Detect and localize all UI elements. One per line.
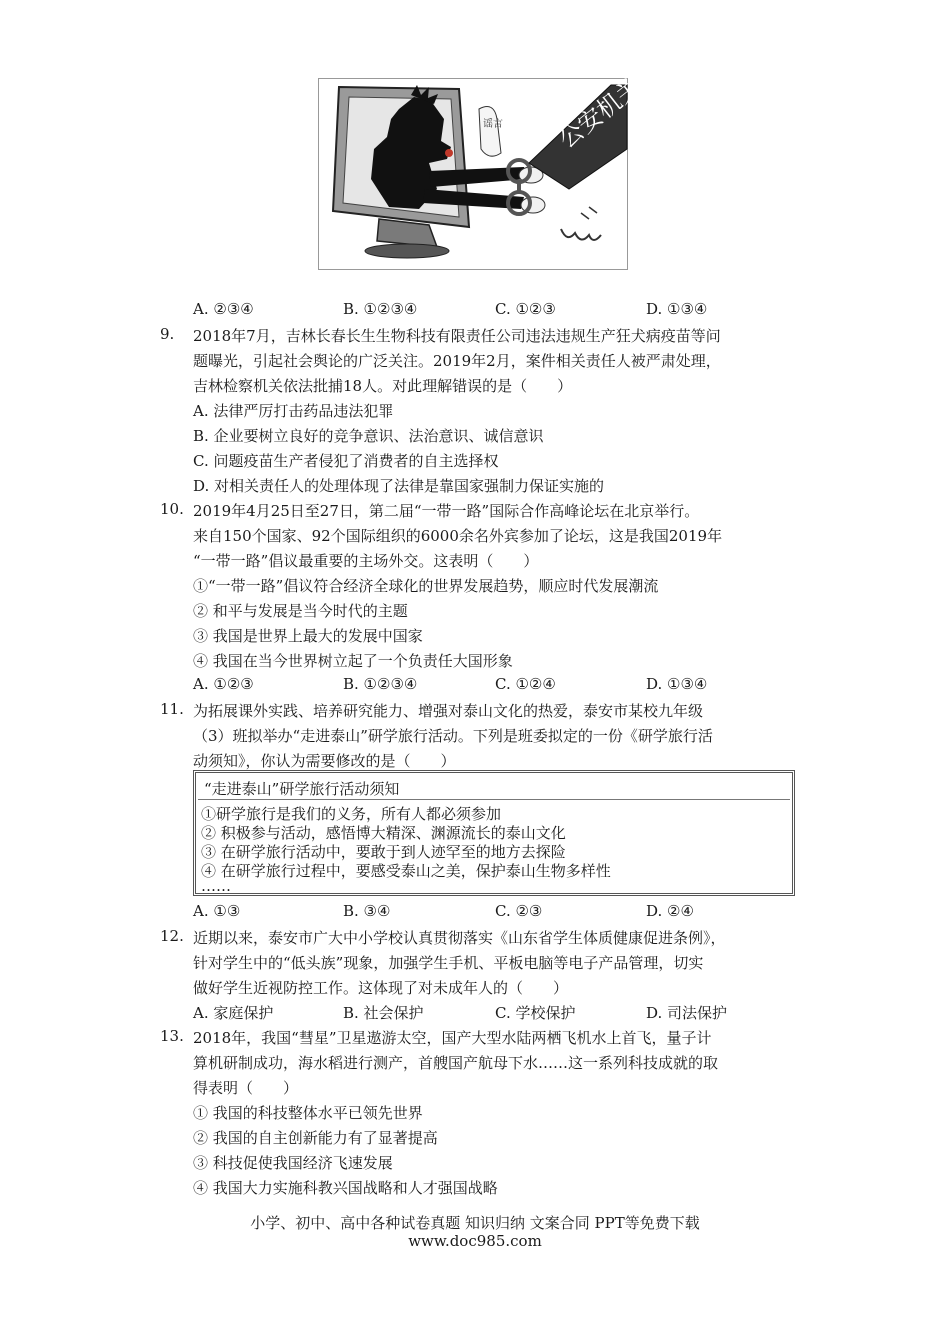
q13-statement-2: ② 我国的自主创新能力有了显著提高 bbox=[193, 1129, 438, 1147]
q10-stem-line-2: 来自150个国家、92个国际组织的6000余名外宾参加了论坛，这是我国2019年 bbox=[193, 527, 723, 545]
q13-number: 13. bbox=[160, 1027, 184, 1045]
q10-option-a: A. ①②③ bbox=[193, 675, 254, 693]
q10-options bbox=[193, 675, 813, 697]
q8-option-d: D. ①③④ bbox=[646, 300, 708, 318]
q13-stem-line-3: 得表明（ ） bbox=[193, 1079, 299, 1097]
notice-item-3: ③ 在研学旅行活动中，要敢于到人迹罕至的地方去探险 bbox=[201, 843, 566, 861]
rumor-note-text: 谣言 bbox=[483, 119, 503, 130]
q8-option-c: C. ①②③ bbox=[495, 300, 556, 318]
q12-options bbox=[193, 1002, 813, 1024]
q10-number: 10. bbox=[160, 500, 184, 518]
police-sign-text: 公安机关 bbox=[553, 72, 647, 154]
q13-stem-line-1: 2018年，我国“彗星”卫星遨游太空，国产大型水陆两栖飞机水上首飞，量子计 bbox=[193, 1029, 712, 1047]
q10-statement-4: ④ 我国在当今世界树立起了一个负责任大国形象 bbox=[193, 652, 513, 670]
q9-stem-line-1: 2018年7月，吉林长春长生生物科技有限责任公司违法违规生产狂犬病疫苗等问 bbox=[193, 327, 721, 345]
q13-statement-1: ① 我国的科技整体水平已领先世界 bbox=[193, 1104, 423, 1122]
footer-promo-text: 小学、初中、高中各种试卷真题 知识归纳 文案合同 PPT等免费下载 bbox=[250, 1214, 700, 1232]
notice-item-4: ④ 在研学旅行过程中，要感受泰山之美，保护泰山生物多样性 bbox=[201, 862, 611, 880]
q11-stem-line-2: （3）班拟举办“走进泰山”研学旅行活动。下列是班委拟定的一份《研学旅行活 bbox=[193, 727, 713, 745]
q12-option-d: D. 司法保护 bbox=[646, 1004, 728, 1022]
q13-stem-line-2: 算机研制成功，海水稻进行测产，首艘国产航母下水……这一系列科技成就的取 bbox=[193, 1054, 719, 1072]
q12-stem-line-3: 做好学生近视防控工作。这体现了对未成年人的（ ） bbox=[193, 979, 569, 997]
q12-stem-line-1: 近期以来，泰安市广大中小学校认真贯彻落实《山东省学生体质健康促进条例》， bbox=[193, 929, 726, 947]
cartoon-drawing bbox=[319, 72, 647, 269]
q11-options bbox=[193, 902, 813, 924]
q9-stem-line-3: 吉林检察机关依法批捕18人。对此理解错误的是（ ） bbox=[193, 377, 573, 395]
q12-option-c: C. 学校保护 bbox=[495, 1004, 576, 1022]
notice-divider bbox=[198, 799, 790, 800]
notice-item-ellipsis: …… bbox=[201, 877, 231, 895]
q13-statement-3: ③ 科技促使我国经济飞速发展 bbox=[193, 1154, 393, 1172]
q9-option-b: B. 企业要树立良好的竞争意识、法治意识、诚信意识 bbox=[193, 427, 544, 445]
q10-statement-1: ①“一带一路”倡议符合经济全球化的世界发展趋势，顺应时代发展潮流 bbox=[193, 577, 659, 595]
notice-item-1: ①研学旅行是我们的义务，所有人都必须参加 bbox=[201, 805, 502, 823]
q11-stem-line-3: 动须知》，你认为需要修改的是（ ） bbox=[193, 752, 456, 770]
q8-option-a: A. ②③④ bbox=[193, 300, 254, 318]
q9-option-d: D. 对相关责任人的处理体现了法律是靠国家强制力保证实施的 bbox=[193, 477, 605, 495]
q10-stem-line-1: 2019年4月25日至27日，第二届“一带一路”国际合作高峰论坛在北京举行。 bbox=[193, 502, 700, 520]
q10-option-b: B. ①②③④ bbox=[343, 675, 418, 693]
q10-statement-2: ② 和平与发展是当今时代的主题 bbox=[193, 602, 408, 620]
q11-number: 11. bbox=[160, 700, 184, 718]
q11-option-b: B. ③④ bbox=[343, 902, 391, 920]
q11-option-a: A. ①③ bbox=[193, 902, 241, 920]
q10-stem-line-3: “一带一路”倡议最重要的主场外交。这表明（ ） bbox=[193, 552, 539, 570]
cartoon-illustration bbox=[318, 72, 647, 270]
q10-option-c: C. ①②④ bbox=[495, 675, 556, 693]
q12-option-a: A. 家庭保护 bbox=[193, 1004, 274, 1022]
q10-option-d: D. ①③④ bbox=[646, 675, 708, 693]
footer-website-link[interactable]: www.doc985.com bbox=[408, 1232, 542, 1250]
q10-statement-3: ③ 我国是世界上最大的发展中国家 bbox=[193, 627, 423, 645]
q9-number: 9. bbox=[160, 325, 175, 343]
q12-number: 12. bbox=[160, 927, 184, 945]
q11-option-c: C. ②③ bbox=[495, 902, 543, 920]
q11-option-d: D. ②④ bbox=[646, 902, 694, 920]
q8-options bbox=[193, 300, 813, 322]
notice-title: “走进泰山”研学旅行活动须知 bbox=[204, 780, 400, 798]
q8-option-b: B. ①②③④ bbox=[343, 300, 418, 318]
q12-option-b: B. 社会保护 bbox=[343, 1004, 424, 1022]
q9-option-c: C. 问题疫苗生产者侵犯了消费者的自主选择权 bbox=[193, 452, 499, 470]
q13-statement-4: ④ 我国大力实施科教兴国战略和人才强国战略 bbox=[193, 1179, 498, 1197]
q11-stem-line-1: 为拓展课外实践、培养研究能力、增强对泰山文化的热爱，泰安市某校九年级 bbox=[193, 702, 704, 720]
q9-option-a: A. 法律严厉打击药品违法犯罪 bbox=[193, 402, 394, 420]
q9-stem-line-2: 题曝光，引起社会舆论的广泛关注。2019年2月，案件相关责任人被严肃处理， bbox=[193, 352, 721, 370]
q12-stem-line-2: 针对学生中的“低头族”现象，加强学生手机、平板电脑等电子产品管理，切实 bbox=[193, 954, 704, 972]
activity-notice-box bbox=[193, 770, 795, 896]
notice-item-2: ② 积极参与活动，感悟博大精深、渊源流长的泰山文化 bbox=[201, 824, 566, 842]
